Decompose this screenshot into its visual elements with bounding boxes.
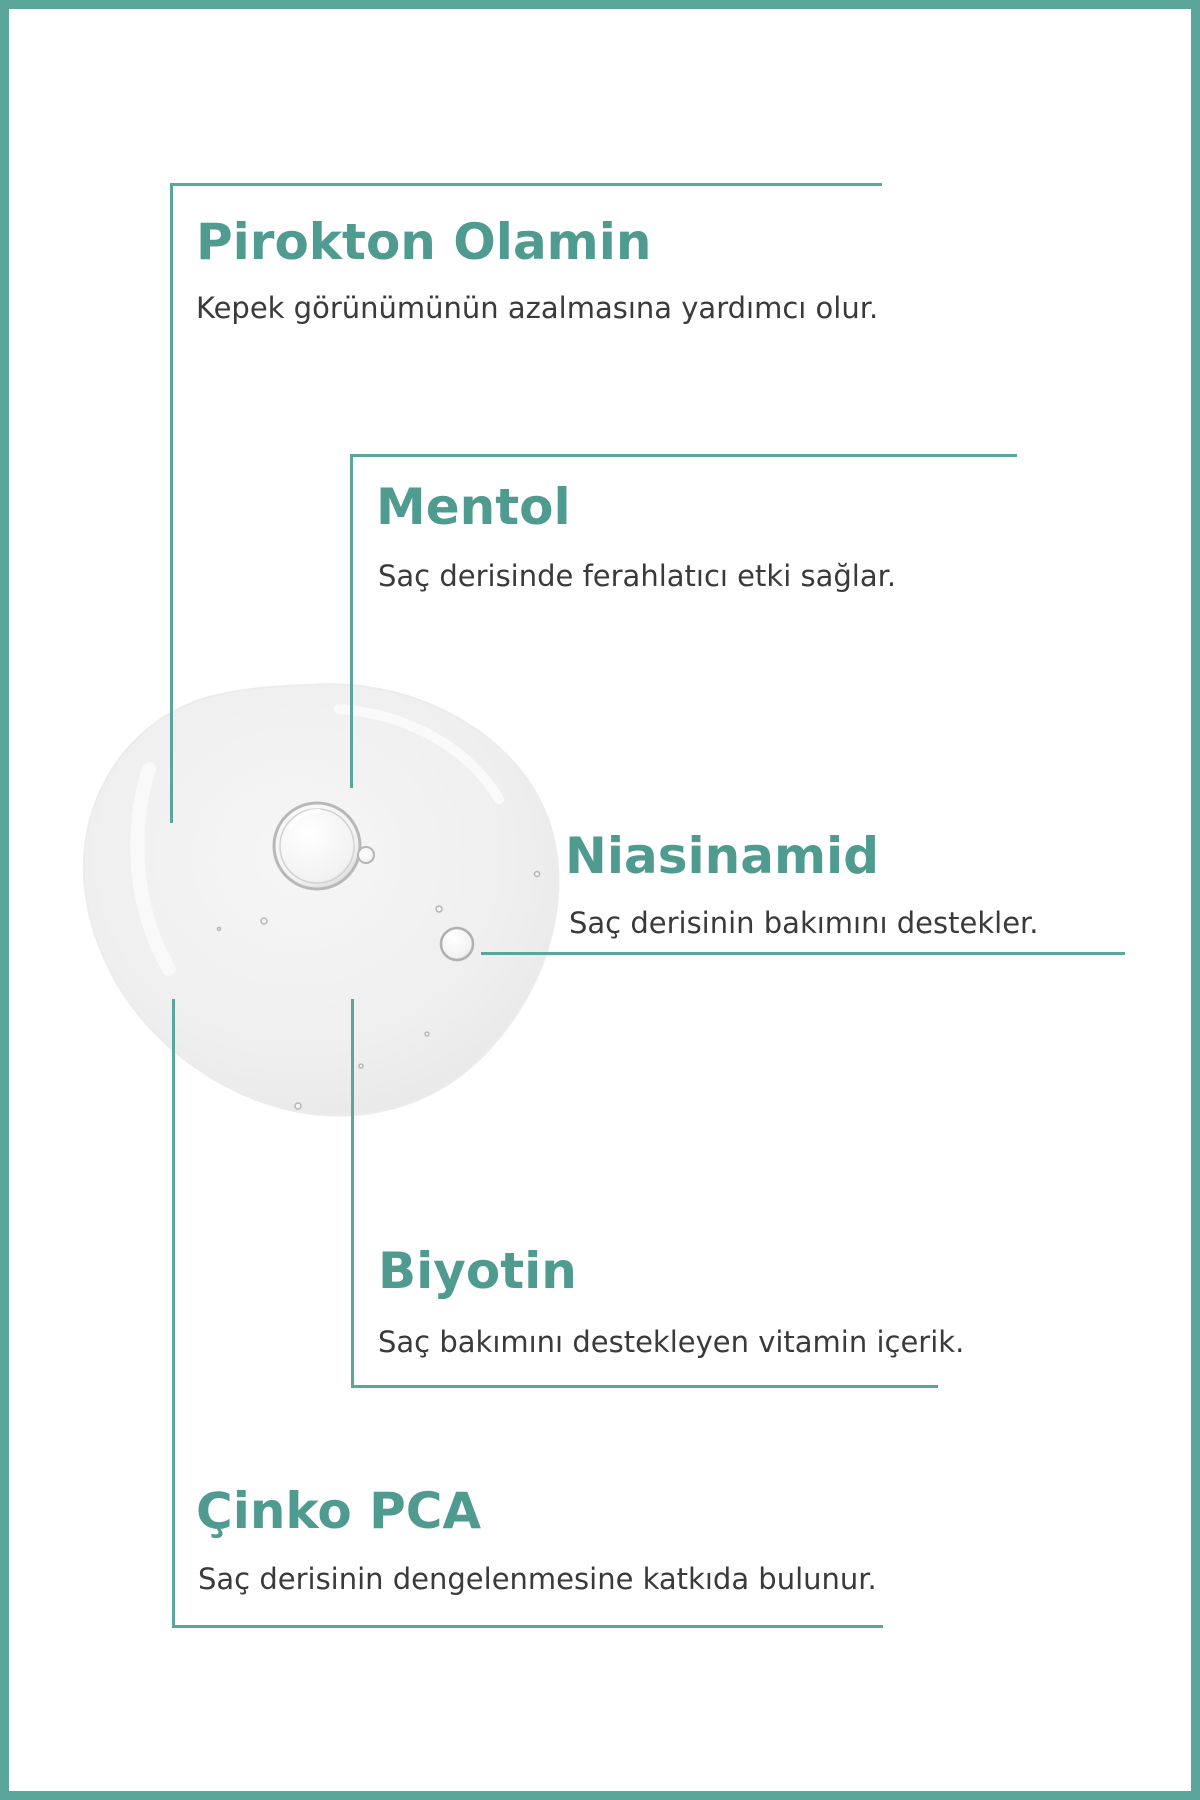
cinko-bottom-line	[172, 1625, 883, 1628]
pirokton-top-line	[170, 183, 882, 186]
cinko-pca-description: Saç derisinin dengelenmesine katkıda bulunur.	[198, 1562, 877, 1596]
mentol-top-line	[350, 454, 1017, 457]
mentol-vertical-line	[350, 454, 353, 788]
niasinamid-connector-line	[481, 952, 1125, 955]
niasinamid-description: Saç derisinin bakımını destekler.	[569, 906, 1039, 940]
cinko-vertical-line	[172, 999, 175, 1628]
medium-bubble-icon	[441, 928, 473, 960]
cinko-pca-title: Çinko PCA	[196, 1482, 482, 1540]
biyotin-bottom-line	[351, 1385, 938, 1388]
biyotin-title: Biyotin	[378, 1242, 577, 1300]
biyotin-vertical-line	[351, 999, 354, 1388]
gel-droplet-illustration	[9, 9, 1191, 1791]
mentol-description: Saç derisinde ferahlatıcı etki sağlar.	[378, 559, 897, 593]
pirokton-vertical-line	[170, 183, 173, 823]
biyotin-description: Saç bakımını destekleyen vitamin içerik.	[378, 1325, 965, 1359]
large-bubble-icon	[274, 803, 360, 889]
small-bubble-icon	[358, 847, 374, 863]
niasinamid-title: Niasinamid	[565, 827, 879, 885]
pirokton-olamin-description: Kepek görünümünün azalmasına yardımcı olur.	[196, 291, 879, 325]
mentol-title: Mentol	[376, 478, 571, 536]
pirokton-olamin-title: Pirokton Olamin	[196, 213, 652, 271]
